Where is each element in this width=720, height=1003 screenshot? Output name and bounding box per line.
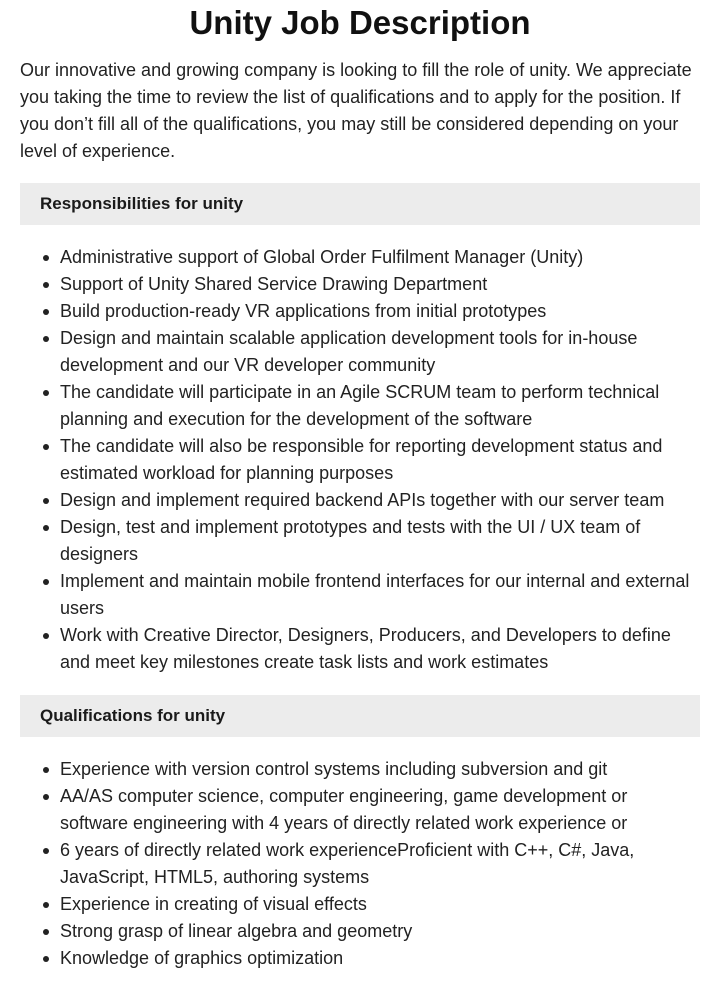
page-title: Unity Job Description	[189, 4, 531, 41]
list-item: Experience with version control systems including subversion and git	[60, 756, 700, 783]
intro-paragraph: Our innovative and growing company is looking to fill the role of unity. We appreciate you taking the time to review the list of qualifications and to apply for the position. If you don’t fill all of the qualifications, you may still be considered depending on your level of experience.	[20, 60, 692, 161]
list-item: Design, test and implement prototypes and tests with the UI / UX team of designers	[60, 514, 700, 568]
qualifications-list	[20, 756, 700, 972]
list-item: AA/AS computer science, computer engineering, game development or software engineering with 4 years of directly related work experience or	[60, 783, 700, 837]
list-item: Experience in creating of visual effects	[60, 891, 700, 918]
list-item: Design and maintain scalable application development tools for in-house development and our VR developer community	[60, 325, 700, 379]
list-item: 6 years of directly related work experienceProficient with C++, C#, Java, JavaScript, HTML5, authoring systems	[60, 837, 700, 891]
list-item: Implement and maintain mobile frontend interfaces for our internal and external users	[60, 568, 700, 622]
list-item: The candidate will participate in an Agile SCRUM team to perform technical planning and execution for the development of the software	[60, 379, 700, 433]
list-item: Build production-ready VR applications from initial prototypes	[60, 298, 700, 325]
list-item: Work with Creative Director, Designers, Producers, and Developers to define and meet key milestones create task lists and work estimates	[60, 622, 700, 676]
list-item: Administrative support of Global Order Fulfilment Manager (Unity)	[60, 244, 700, 271]
list-item: The candidate will also be responsible for reporting development status and estimated workload for planning purposes	[60, 433, 700, 487]
responsibilities-heading: Responsibilities for unity	[20, 183, 700, 225]
list-item: Knowledge of graphics optimization	[60, 945, 700, 972]
list-item: Design and implement required backend APIs together with our server team	[60, 487, 700, 514]
qualifications-heading: Qualifications for unity	[20, 695, 700, 737]
list-item: Strong grasp of linear algebra and geometry	[60, 918, 700, 945]
list-item: Support of Unity Shared Service Drawing Department	[60, 271, 700, 298]
responsibilities-list	[20, 244, 700, 676]
